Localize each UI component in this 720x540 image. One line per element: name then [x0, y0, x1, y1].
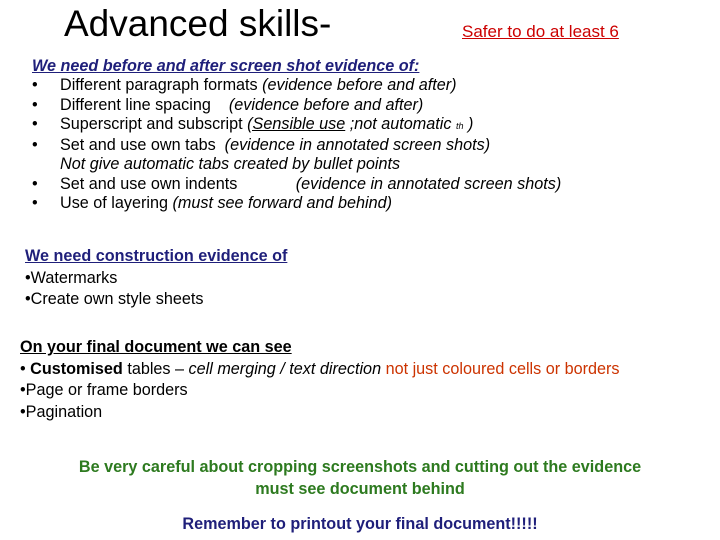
- list-item: •Watermarks: [25, 268, 118, 287]
- bullet-icon: •: [20, 359, 31, 378]
- item-text: Set and use own tabs: [60, 136, 216, 155]
- list-item: [32, 76, 561, 95]
- list-item: [32, 175, 561, 194]
- item-note: (evidence before and after): [210, 95, 424, 114]
- note-line: must see document behind: [255, 479, 465, 498]
- item-note: (must see forward and behind): [167, 194, 393, 213]
- bullet-icon: •: [32, 194, 38, 213]
- continuation-note: Not give automatic tabs created by bullet points: [60, 155, 401, 174]
- section-heading: We need construction evidence of: [25, 247, 288, 265]
- list-item: •Create own style sheets: [25, 290, 204, 309]
- item-note: ;not automatic: [345, 114, 456, 133]
- item-text: tables –: [122, 359, 189, 378]
- list-item: •Pagination: [20, 402, 103, 421]
- subtitle: Safer to do at least 6: [462, 22, 619, 41]
- list-item: [32, 136, 561, 155]
- item-note-close: ): [463, 114, 474, 133]
- bullet-icon: •: [32, 174, 38, 193]
- item-text: Use of layering: [60, 194, 168, 213]
- bullet-icon: •: [32, 95, 38, 114]
- bullet-icon: •: [32, 76, 38, 95]
- page-title: Advanced skills-: [64, 3, 332, 44]
- list-item: [32, 115, 561, 136]
- note-line: Be very careful about cropping screenshots and cutting out the evidence: [78, 458, 642, 476]
- bullet-icon: •: [32, 136, 38, 155]
- cropping-warning-note: [0, 457, 720, 500]
- item-underlined-note: (Sensible use: [247, 114, 346, 133]
- list-item: •Page or frame borders: [20, 381, 188, 400]
- section-heading: On your final document we can see: [20, 338, 292, 356]
- item-note: (evidence in annotated screen shots): [237, 174, 562, 193]
- item-text: Set and use own indents: [60, 174, 238, 193]
- section-final-document: [20, 337, 620, 423]
- item-italic-text: cell merging / text direction: [188, 359, 382, 378]
- section-before-after-evidence: [32, 57, 561, 213]
- item-bold-text: Customised: [30, 359, 123, 378]
- item-note: (evidence before and after): [257, 76, 457, 95]
- section-heading: We need before and after screen shot evidence of:: [32, 57, 420, 75]
- item-text: Superscript and subscript: [60, 114, 248, 133]
- list-item: [32, 96, 561, 115]
- item-text: Different paragraph formats: [60, 76, 258, 95]
- superscript-text: th: [455, 120, 464, 131]
- item-text: Different line spacing: [60, 95, 211, 114]
- list-item: [32, 194, 561, 213]
- bullet-icon: •: [32, 114, 38, 133]
- item-note: (evidence in annotated screen shots): [215, 136, 491, 155]
- section-construction-evidence: [25, 246, 287, 311]
- list-item: [20, 359, 620, 381]
- item-red-text: not just coloured cells or borders: [381, 359, 620, 378]
- printout-reminder: Remember to printout your final document!!!!!: [182, 515, 538, 533]
